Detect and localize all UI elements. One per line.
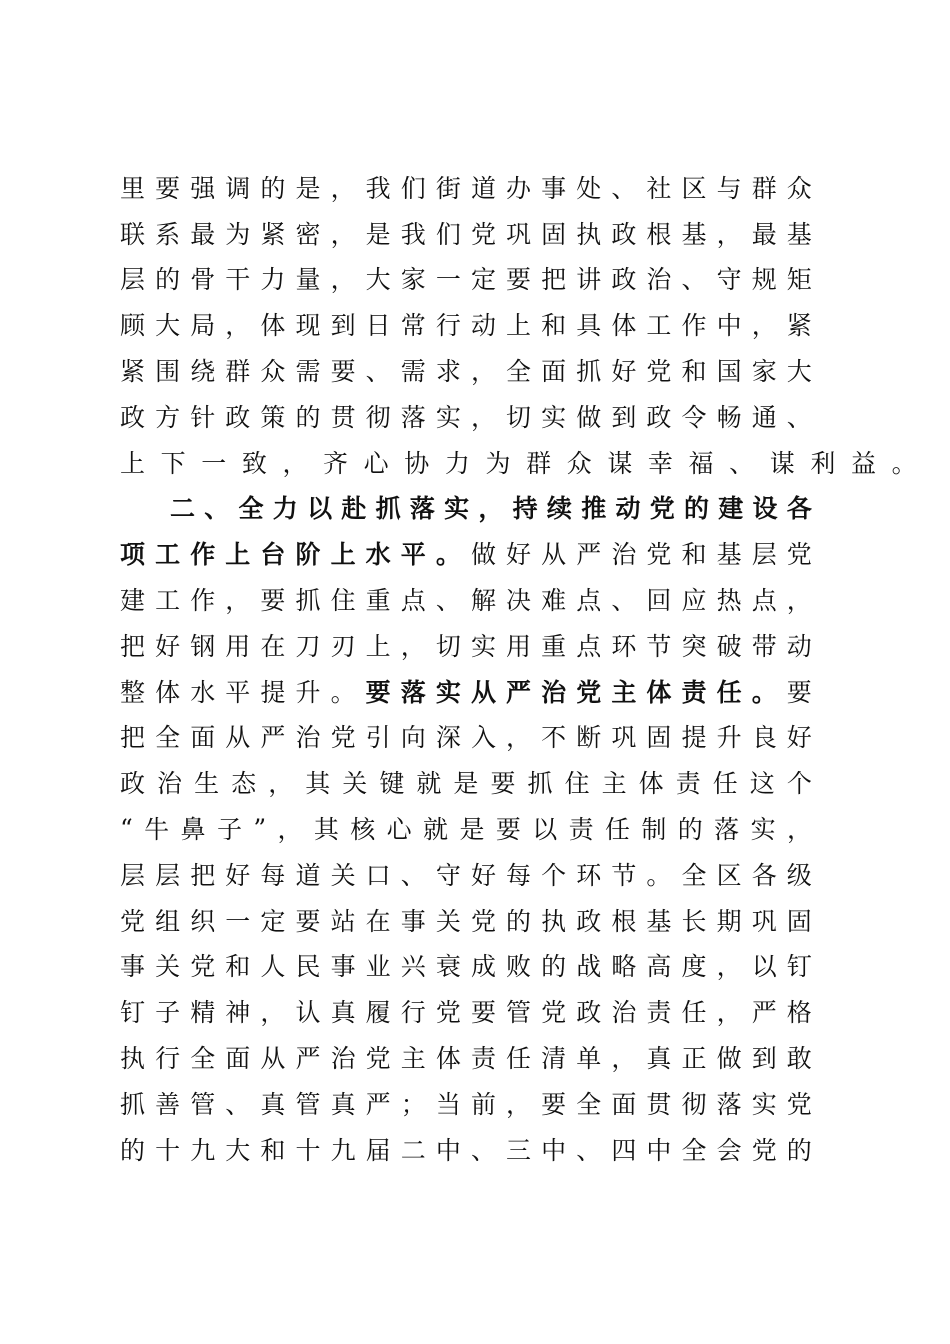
text-line: 把 好 钢 用 在 刀 刃 上 ， 切 实 用 重 点 环 节 突 破 带 动 bbox=[120, 631, 812, 661]
text-line: 顾 大 局 ， 体 现 到 日 常 行 动 上 和 具 体 工 作 中 ， 紧 bbox=[120, 311, 812, 341]
text-line: 层 层 把 好 每 道 关 口 、 守 好 每 个 环 节 。 全 区 各 级 bbox=[120, 860, 812, 890]
text-line: 执 行 全 面 从 严 治 党 主 体 责 任 清 单 ， 真 正 做 到 敢 bbox=[120, 1044, 812, 1074]
document-body bbox=[120, 164, 917, 1172]
text-line: 整 体 水 平 提 升 。 要 落 实 从 严 治 党 主 体 责 任 。 要 bbox=[120, 677, 812, 707]
text-line: 上 下 一 致 ， 齐 心 协 力 为 群 众 谋 幸 福 、 谋 利 益 。 bbox=[120, 448, 917, 478]
text-line: 党 组 织 一 定 要 站 在 事 关 党 的 执 政 根 基 长 期 巩 固 bbox=[120, 906, 812, 936]
text-line: 把 全 面 从 严 治 党 引 向 深 入 ， 不 断 巩 固 提 升 良 好 bbox=[120, 723, 812, 753]
text-line: 的 十 九 大 和 十 九 届 二 中 、 三 中 、 四 中 全 会 党 的 bbox=[120, 1135, 812, 1165]
text-line: 里 要 强 调 的 是 ， 我 们 街 道 办 事 处 、 社 区 与 群 众 bbox=[120, 173, 812, 203]
text-line: 层 的 骨 干 力 量 ， 大 家 一 定 要 把 讲 政 治 、 守 规 矩 bbox=[120, 265, 812, 295]
text-line: 紧 围 绕 群 众 需 要 、 需 求 ， 全 面 抓 好 党 和 国 家 大 bbox=[120, 357, 812, 387]
text-line: 二 、 全 力 以 赴 抓 落 实 ， 持 续 推 动 党 的 建 设 各 bbox=[170, 494, 812, 524]
text-line: 建 工 作 ， 要 抓 住 重 点 、 解 决 难 点 、 回 应 热 点 ， bbox=[120, 586, 812, 616]
text-line: 钉 子 精 神 ， 认 真 履 行 党 要 管 党 政 治 责 任 ， 严 格 bbox=[120, 998, 812, 1028]
text-line: 联 系 最 为 紧 密 ， 是 我 们 党 巩 固 执 政 根 基 ， 最 基 bbox=[120, 219, 812, 249]
text-line: 抓 善 管 、 真 管 真 严 ； 当 前 ， 要 全 面 贯 彻 落 实 党 bbox=[120, 1089, 812, 1119]
text-line: 项 工 作 上 台 阶 上 水 平 。 做 好 从 严 治 党 和 基 层 党 bbox=[120, 540, 812, 570]
text-line: “ 牛 鼻 子 ” ， 其 核 心 就 是 要 以 责 任 制 的 落 实 ， bbox=[120, 813, 812, 845]
text-line: 事 关 党 和 人 民 事 业 兴 衰 成 败 的 战 略 高 度 ， 以 钉 bbox=[120, 952, 812, 982]
text-line: 政 方 针 政 策 的 贯 彻 落 实 ， 切 实 做 到 政 令 畅 通 、 bbox=[120, 402, 812, 432]
text-line: 政 治 生 态 ， 其 关 键 就 是 要 抓 住 主 体 责 任 这 个 bbox=[120, 769, 812, 799]
